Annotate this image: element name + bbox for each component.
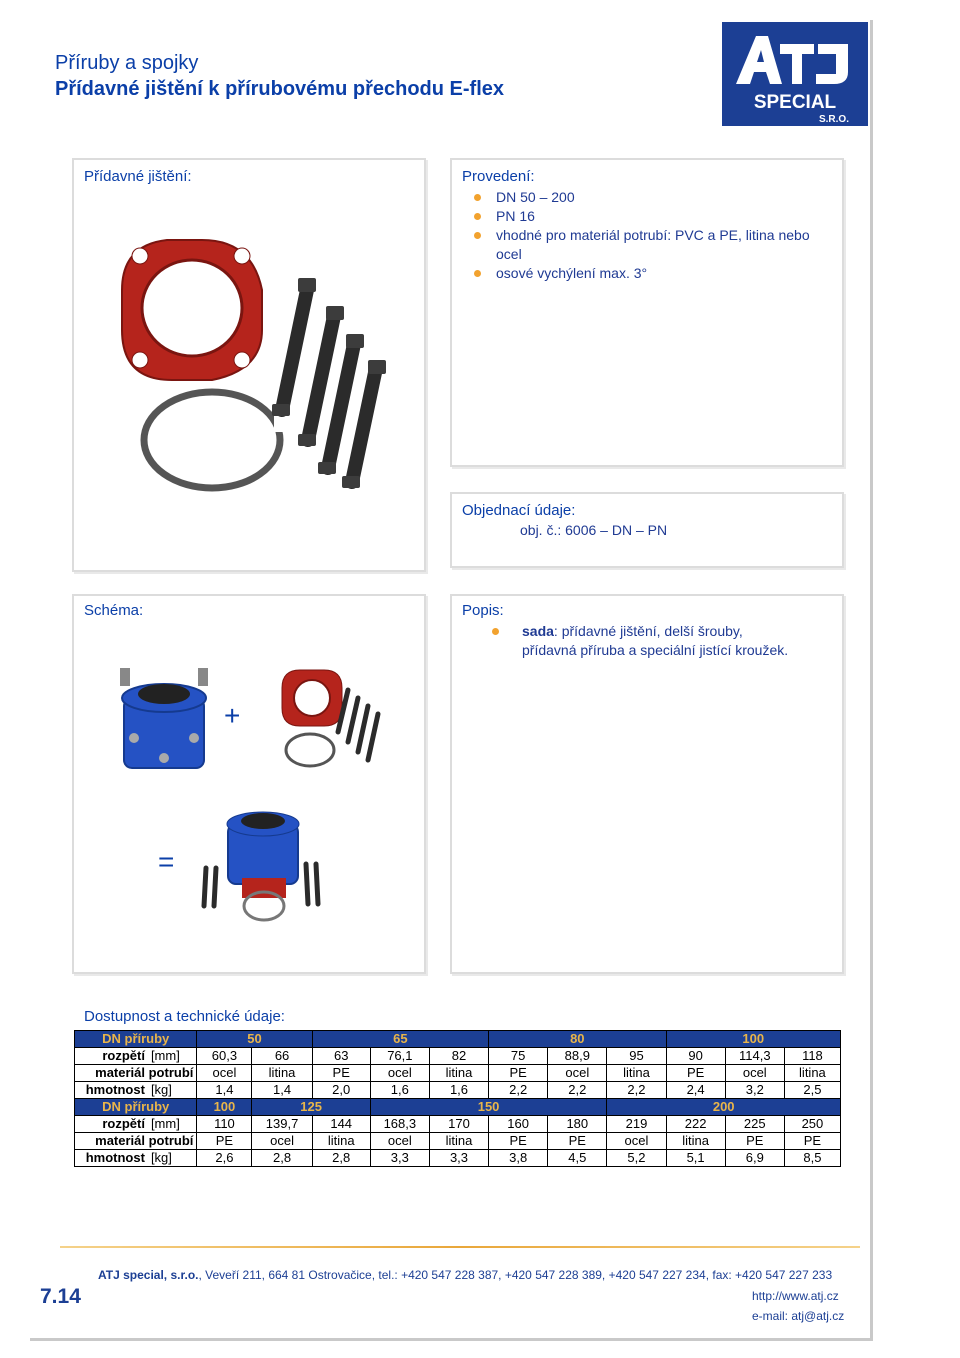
table-cell: 180 <box>548 1116 607 1133</box>
table-cell: PE <box>489 1133 548 1150</box>
page-title: Přídavné jištění k přírubovému přechodu E-flex <box>55 78 504 100</box>
table-cell: 1,4 <box>252 1082 312 1099</box>
table-cell: litina <box>666 1133 725 1150</box>
table-cell: PE <box>725 1133 784 1150</box>
order-label: Objednací údaje: <box>462 502 576 519</box>
table-cell: 222 <box>666 1116 725 1133</box>
page-title-category: Příruby a spojky <box>55 52 199 74</box>
table-cell: ocel <box>607 1133 666 1150</box>
table-cell: 219 <box>607 1116 666 1133</box>
order-box <box>450 492 844 568</box>
table-row <box>75 1150 841 1167</box>
table-cell: 82 <box>429 1048 488 1065</box>
table-cell: 6,9 <box>725 1150 784 1167</box>
order-code: obj. č.: 6006 – DN – PN <box>520 522 668 538</box>
table-cell: 3,2 <box>725 1082 784 1099</box>
table-cell: 76,1 <box>370 1048 429 1065</box>
bullet-icon <box>474 194 481 201</box>
table-cell: litina <box>252 1065 312 1082</box>
table-cell: 4,5 <box>548 1150 607 1167</box>
table-cell: ocel <box>725 1065 784 1082</box>
bullet-icon <box>474 232 481 239</box>
table-cell: ocel <box>197 1065 252 1082</box>
row-unit: [mm] <box>148 1116 197 1133</box>
page-number: 7.14 <box>40 1285 81 1308</box>
row-unit: [mm] <box>148 1048 197 1065</box>
footer-web-link[interactable]: http://www.atj.cz <box>752 1289 839 1303</box>
table-cell: litina <box>784 1065 840 1082</box>
row-unit: [kg] <box>148 1082 197 1099</box>
table-cell: litina <box>429 1133 488 1150</box>
row-label: hmotnost <box>75 1082 148 1099</box>
footer-address: ATJ special, s.r.o., Veveří 211, 664 81 Ostrovačice, tel.: +420 547 228 387, +420 547 228 389, +420 547 227 234, fax: +420 547 227 233 <box>98 1268 833 1282</box>
table-cell: 168,3 <box>370 1116 429 1133</box>
table-cell: 1,4 <box>197 1082 252 1099</box>
table-cell: PE <box>548 1133 607 1150</box>
table-cell: ocel <box>370 1133 429 1150</box>
table-cell: 66 <box>252 1048 312 1065</box>
table-cell: 144 <box>312 1116 370 1133</box>
table-cell: 2,6 <box>197 1150 252 1167</box>
logo-sro-text: S.R.O. <box>818 114 850 125</box>
table-row <box>75 1065 841 1082</box>
footer-email-link[interactable]: e-mail: atj@atj.cz <box>752 1309 845 1323</box>
provedeni-list <box>474 188 824 283</box>
list-item: DN 50 – 200 <box>474 188 824 207</box>
table-cell: 160 <box>489 1116 548 1133</box>
table-cell: 90 <box>666 1048 725 1065</box>
table-cell: 3,8 <box>489 1150 548 1167</box>
table-row <box>75 1133 841 1150</box>
table-cell: 5,2 <box>607 1150 666 1167</box>
plus-sign: + <box>224 700 241 731</box>
list-item: PN 16 <box>474 207 824 226</box>
table-row <box>75 1048 841 1065</box>
table-cell: 2,2 <box>548 1082 607 1099</box>
table-cell: 5,1 <box>666 1150 725 1167</box>
table-cell: 3,3 <box>370 1150 429 1167</box>
table-cell: PE <box>197 1133 252 1150</box>
logo-special-text: SPECIAL <box>753 92 837 113</box>
table-row <box>75 1116 841 1133</box>
table-cell: litina <box>312 1133 370 1150</box>
popis-box <box>450 594 844 974</box>
table-title: Dostupnost a technické údaje: <box>84 1008 285 1025</box>
table-cell: 118 <box>784 1048 840 1065</box>
table-cell: 2,8 <box>252 1150 312 1167</box>
provedeni-box <box>450 158 844 467</box>
table-cell: ocel <box>252 1133 312 1150</box>
table-cell: 170 <box>429 1116 488 1133</box>
table-cell: 114,3 <box>725 1048 784 1065</box>
equals-sign: = <box>158 846 175 877</box>
table-cell: 88,9 <box>548 1048 607 1065</box>
table-cell: 1,6 <box>370 1082 429 1099</box>
table-cell: 110 <box>197 1116 252 1133</box>
row-label: hmotnost <box>75 1150 148 1167</box>
table-cell: 2,4 <box>666 1082 725 1099</box>
bullet-icon <box>474 270 481 277</box>
table-cell: 75 <box>489 1048 548 1065</box>
table-cell: 2,0 <box>312 1082 370 1099</box>
table-row: DN příruby 50 65 80 100 <box>75 1031 841 1048</box>
table-cell: ocel <box>548 1065 607 1082</box>
table-cell: 63 <box>312 1048 370 1065</box>
row-label: rozpětí <box>75 1048 148 1065</box>
row-label: rozpětí <box>75 1116 148 1133</box>
provedeni-label: Provedení: <box>462 168 535 185</box>
bullet-icon <box>474 213 481 220</box>
table-cell: 225 <box>725 1116 784 1133</box>
assembly-image <box>198 794 328 934</box>
kit-image <box>274 662 384 772</box>
schema-box <box>72 594 426 974</box>
product-box <box>72 158 426 572</box>
table-cell: PE <box>312 1065 370 1082</box>
table-cell: 139,7 <box>252 1116 312 1133</box>
product-label: Přídavné jištění: <box>84 168 192 185</box>
popis-list <box>492 622 792 660</box>
table-cell: 60,3 <box>197 1048 252 1065</box>
table-cell: 3,3 <box>429 1150 488 1167</box>
table-cell: PE <box>489 1065 548 1082</box>
table-cell: 2,2 <box>489 1082 548 1099</box>
row-unit: [kg] <box>148 1150 197 1167</box>
table-row <box>75 1082 841 1099</box>
table-cell: litina <box>607 1065 666 1082</box>
table-cell: 8,5 <box>784 1150 840 1167</box>
product-image <box>102 220 402 500</box>
table-cell: 1,6 <box>429 1082 488 1099</box>
table-cell: 2,5 <box>784 1082 840 1099</box>
atj-logo <box>722 22 868 126</box>
list-item: vhodné pro materiál potrubí: PVC a PE, litina nebo ocel <box>474 226 824 264</box>
list-item: osové vychýlení max. 3° <box>474 264 824 283</box>
table-cell: litina <box>429 1065 488 1082</box>
footer-divider <box>60 1246 860 1248</box>
bullet-icon <box>492 628 499 635</box>
table-cell: PE <box>666 1065 725 1082</box>
popis-label: Popis: <box>462 602 504 619</box>
schema-label: Schéma: <box>84 602 144 619</box>
table-cell: PE <box>784 1133 840 1150</box>
table-cell: ocel <box>370 1065 429 1082</box>
row-label: materiál potrubí <box>75 1133 197 1150</box>
fitting-image <box>114 658 214 778</box>
list-item: sada: přídavné jištění, delší šrouby, přídavná příruba a speciální jistící kroužek. <box>492 622 792 660</box>
table-cell: 2,2 <box>607 1082 666 1099</box>
table-cell: 250 <box>784 1116 840 1133</box>
row-label: materiál potrubí <box>75 1065 197 1082</box>
table-row: DN příruby 100 125 150 200 <box>75 1099 841 1116</box>
spec-table <box>74 1030 841 1167</box>
table-cell: 95 <box>607 1048 666 1065</box>
table-cell: 2,8 <box>312 1150 370 1167</box>
